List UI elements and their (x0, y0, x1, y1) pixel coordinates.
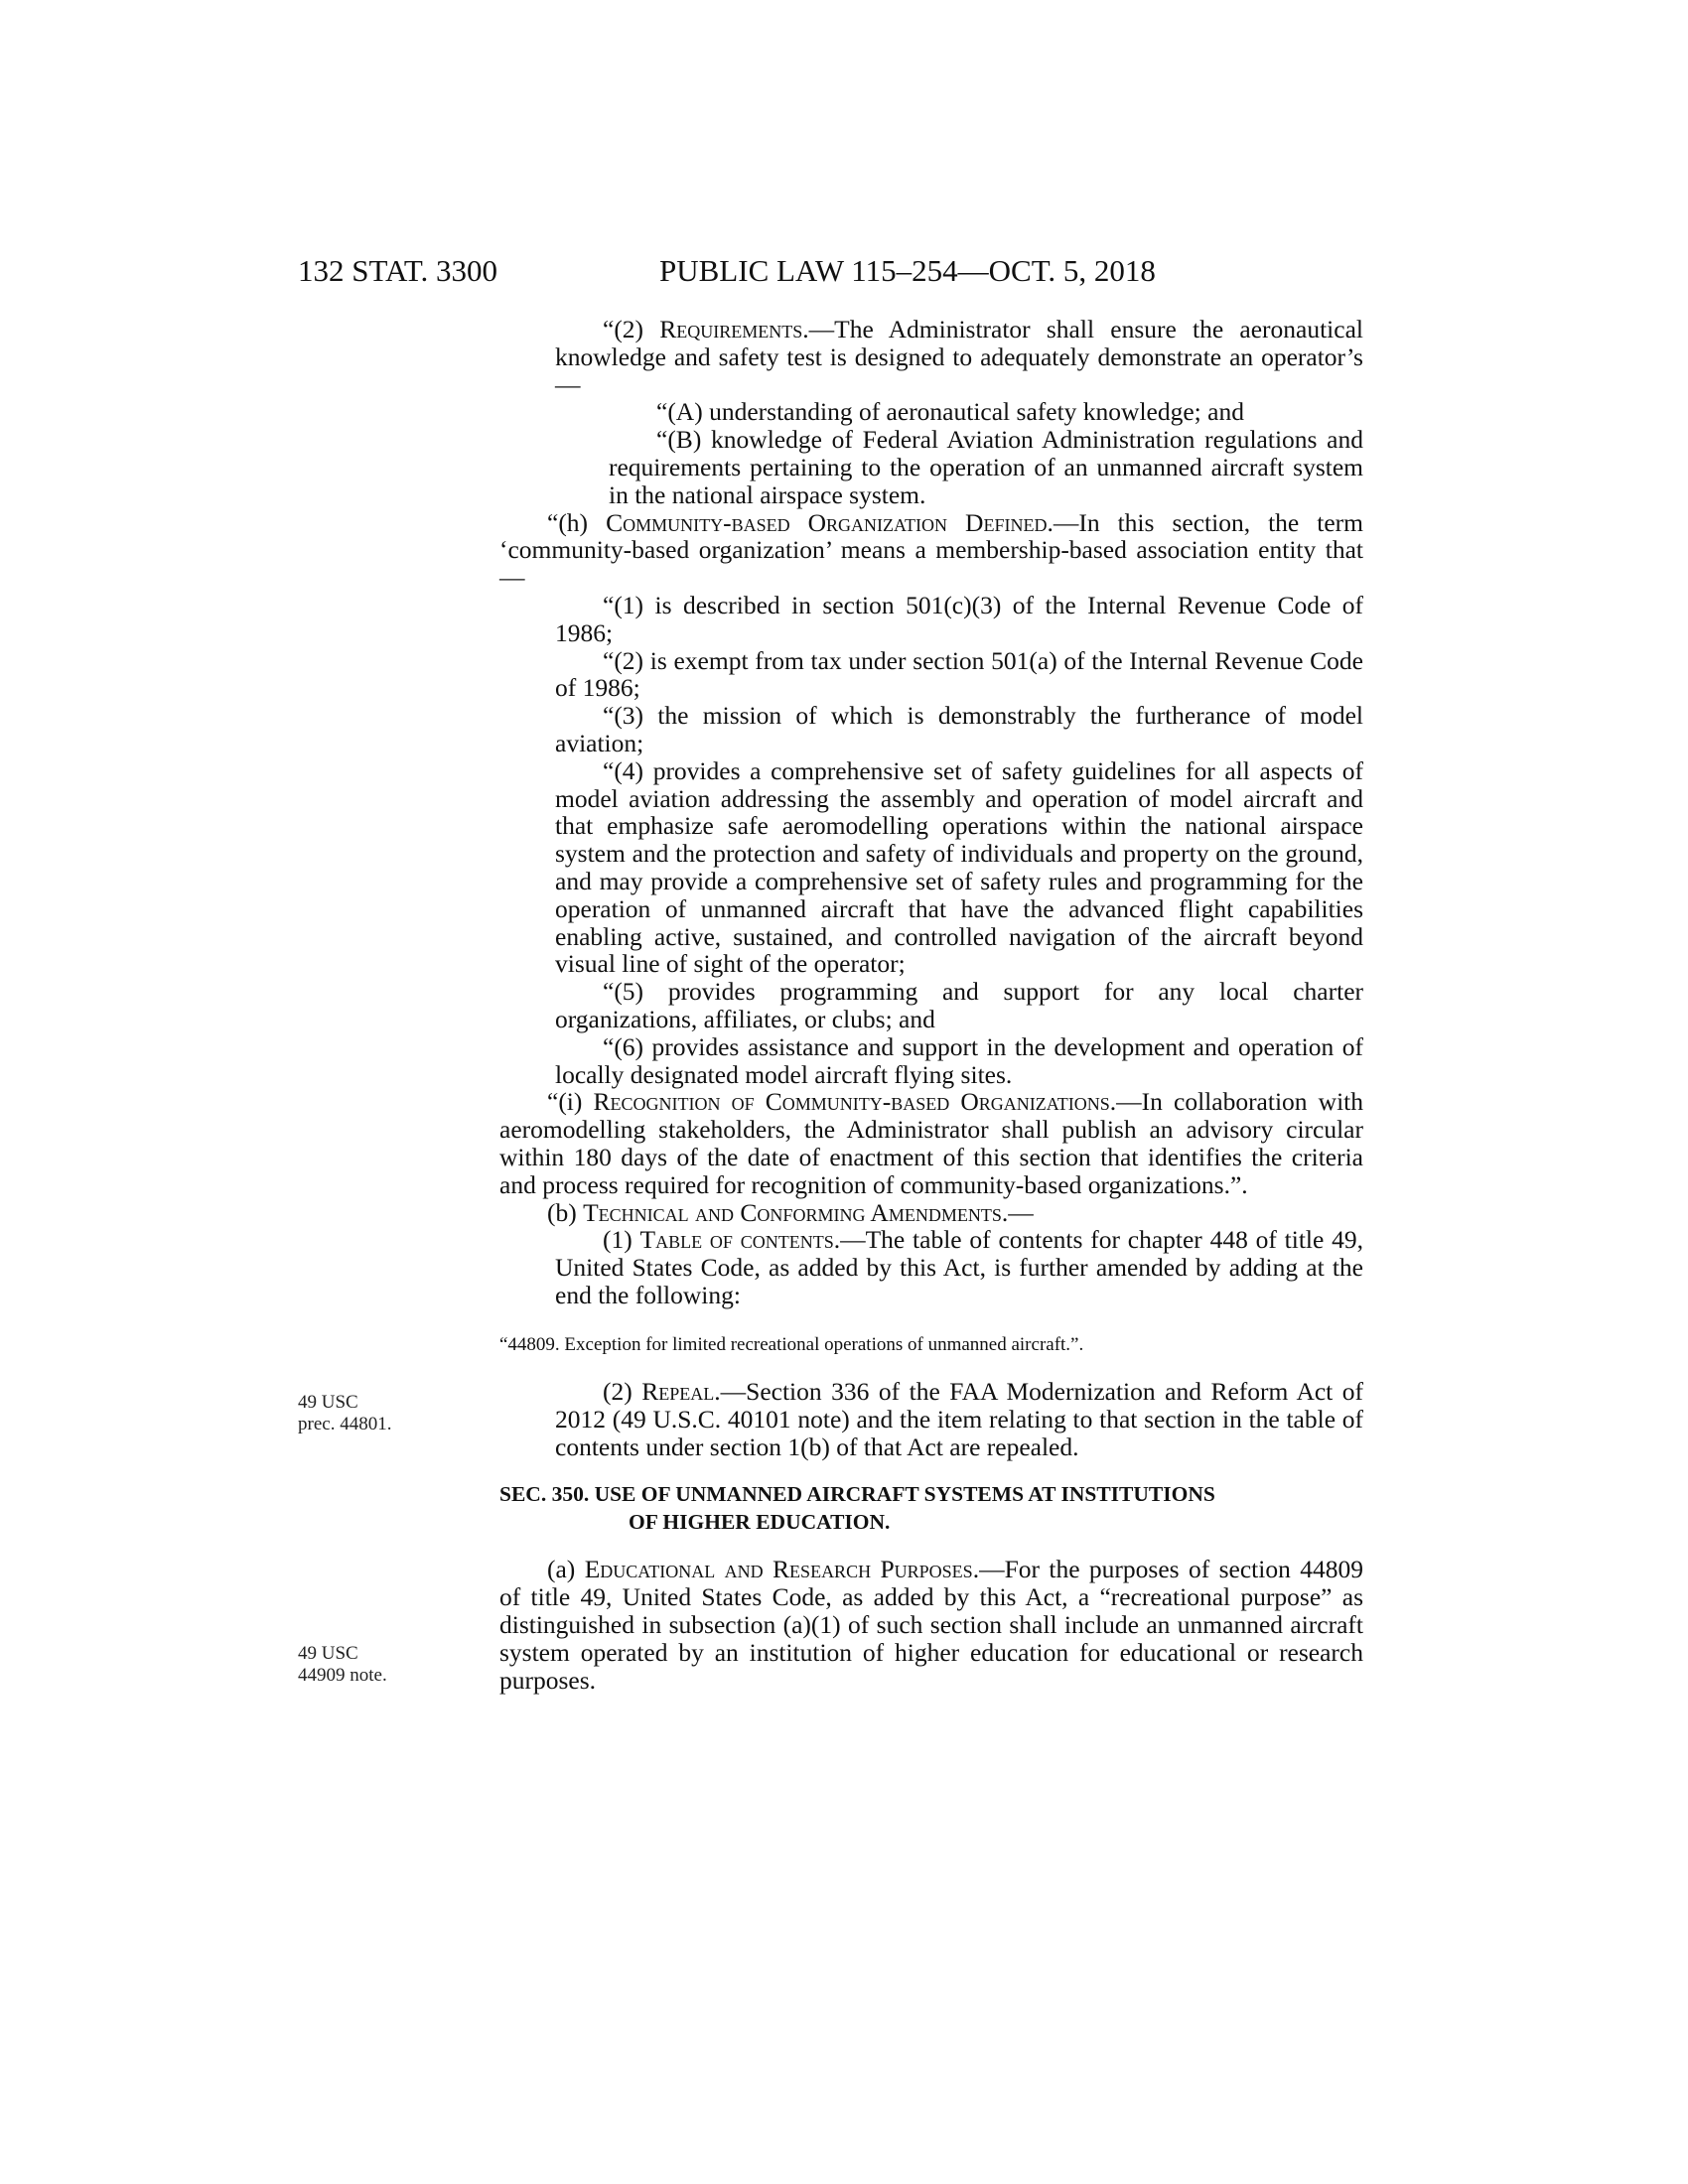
subsection-h-paragraph-3: “(3) the mission of which is demonstrably the furtherance of model aviation; (555, 701, 1363, 757)
paragraph-1-table-of-contents (499, 1226, 1363, 1308)
subsection-h-paragraph-5: “(5) provides programming and support for any local charter organizations, affiliates, or clubs; and (555, 977, 1363, 1033)
margin-note-line: 49 USC (298, 1643, 358, 1664)
subsection-b-amendments (499, 1199, 1363, 1227)
subsection-text: .— (1001, 1197, 1034, 1227)
paragraph-text: .—The table of contents for chapter 448 of title 49, United States Code, as added by this Act, is further amended by adding at the end the following: (555, 1225, 1364, 1309)
margin-note-line: 49 USC (298, 1392, 358, 1413)
paragraph-heading: Repeal (641, 1377, 715, 1407)
paragraph-heading: Table of contents (639, 1225, 834, 1255)
subsection-designator: (a) (547, 1555, 585, 1584)
paragraph-designator: (1) (603, 1225, 640, 1255)
paragraph-2-repeal (499, 1378, 1363, 1460)
subsection-designator: “(h) (547, 507, 607, 537)
subsection-heading: Recognition of Community-based Organizations (593, 1087, 1110, 1117)
paragraph-heading: Requirements (659, 315, 803, 343)
subsection-h-paragraph-2: “(2) is exempt from tax under section 501(a) of the Internal Revenue Code of 1986; (555, 645, 1363, 703)
margin-note-line: prec. 44801. (298, 1414, 392, 1434)
subsection-text: .—In this section, the term ‘community-based organization’ means a membership-based association entity that— (499, 507, 1363, 593)
stat-page-number: 132 STAT. 3300 (298, 253, 498, 288)
paragraph-2-requirements (499, 316, 1363, 398)
subsection-designator: “(i) (547, 1087, 594, 1117)
margin-note-usc-44909-note (298, 1643, 387, 1687)
subsection-text: .—For the purposes of section 44809 of title 49, United States Code, as added by this Act, a “recreational purpose” as distinguished in subsection (a)(1) of such section shall include an unmanned aircraft system operated by an institution of higher education for educational or research purposes. (499, 1555, 1363, 1695)
running-header-title: PUBLIC LAW 115–254—OCT. 5, 2018 (659, 253, 1156, 288)
paragraph-text: .—Section 336 of the FAA Modernization and Reform Act of 2012 (49 U.S.C. 40101 note) and the item relating to that section in the table of contents under section 1(b) of that Act are repealed. (555, 1377, 1364, 1462)
subsection-designator: (b) (547, 1197, 584, 1227)
subparagraph-b: “(B) knowledge of Federal Aviation Administration regulations and requirements pertaining to the operation of an unmanned aircraft system in the national airspace system. (609, 425, 1363, 509)
paragraph-designator: “(2) (603, 315, 660, 343)
subsection-h-paragraph-4: “(4) provides a comprehensive set of safety guidelines for all aspects of model aviation addressing the assembly and operation of model aircraft and that emphasize safe aeromodelling operations within the national airspace system and the protection and safety of individuals and property on the ground, and may provide a comprehensive set of safety rules and programming for the operation of unmanned aircraft that have the advanced flight capabilities enabling active, sustained, and controlled navigation of the aircraft beyond visual line of sight of the operator; (555, 755, 1363, 979)
paragraph-designator: (2) (603, 1377, 642, 1407)
margin-note-usc-prec-44801 (298, 1392, 391, 1435)
subsection-h-paragraph-1: “(1) is described in section 501(c)(3) of the Internal Revenue Code of 1986; (555, 590, 1363, 647)
section-heading-line1: SEC. 350. USE OF UNMANNED AIRCRAFT SYSTEMS AT INSTITUTIONS (499, 1481, 1215, 1506)
subsection-heading: Community-based Organization Defined (606, 507, 1048, 537)
section-350-heading (499, 1481, 1363, 1537)
paragraph-text: .—The Administrator shall ensure the aeronautical knowledge and safety test is designed to adequately demonstrate an operator’s— (555, 315, 1363, 399)
subsection-heading: Technical and Conforming Amendments (583, 1197, 1002, 1227)
table-of-contents-entry: “44809. Exception for limited recreational operations of unmanned aircraft.”. (499, 1333, 1084, 1355)
subsection-h (499, 509, 1363, 592)
subsection-a-educational (499, 1556, 1363, 1694)
subsection-i (499, 1088, 1363, 1198)
subsection-h-paragraph-6: “(6) provides assistance and support in the development and operation of locally designated model aircraft flying sites. (555, 1031, 1363, 1089)
section-heading-line2: OF HIGHER EDUCATION. (629, 1509, 891, 1534)
subparagraph-a: “(A) understanding of aeronautical safety knowledge; and (656, 397, 1244, 427)
margin-note-line: 44909 note. (298, 1665, 387, 1686)
statute-body (499, 316, 1363, 1694)
subsection-text: .—In collaboration with aeromodelling stakeholders, the Administrator shall publish an advisory circular within 180 days of the date of enactment of this section that identifies the criteria and process required for recognition of community-based organizations.”. (499, 1087, 1363, 1199)
subsection-heading: Educational and Research Purposes (584, 1555, 973, 1584)
